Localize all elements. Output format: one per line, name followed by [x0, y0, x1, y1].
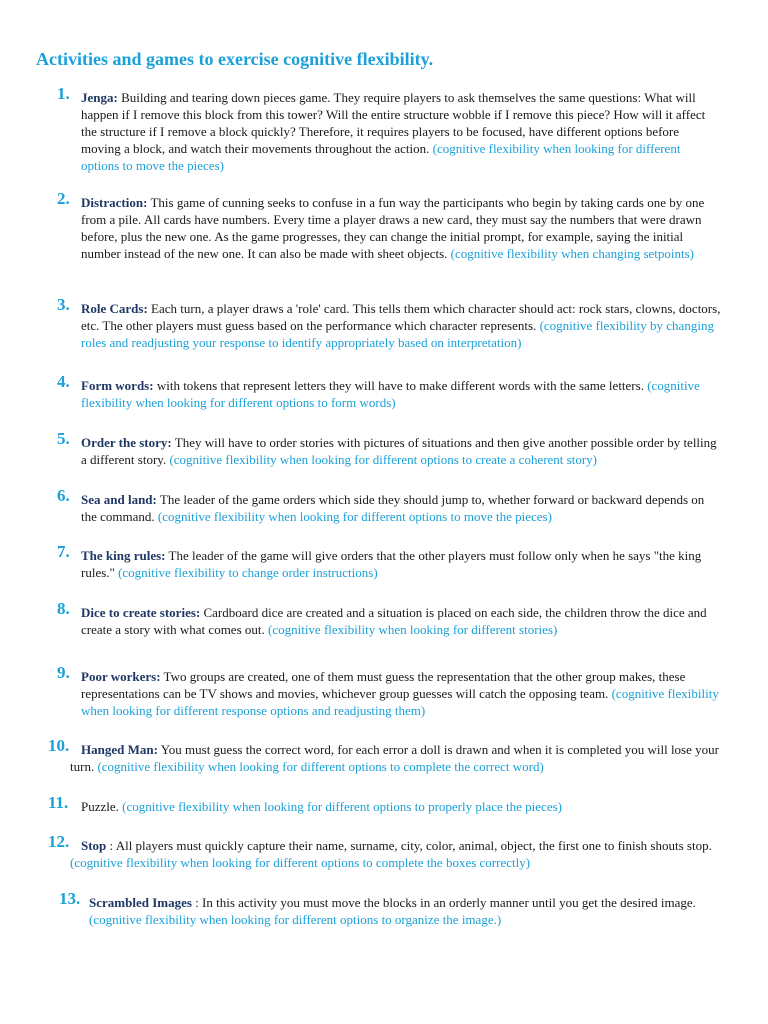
item-body — [81, 604, 721, 638]
item-description: Cardboard dice are created and a situation is placed on each side, the children throw the dice and create a story with what comes out. — [81, 605, 707, 637]
item-term: Jenga: — [81, 90, 118, 105]
item-number: 5. — [57, 429, 70, 448]
item-body — [89, 894, 721, 928]
item-number: 1. — [57, 84, 70, 103]
item-note: (cognitive flexibility when looking for different options to properly place the pieces) — [118, 799, 562, 814]
item-term: Role Cards: — [81, 301, 148, 316]
list-item-stop — [48, 832, 721, 871]
item-body — [81, 194, 721, 262]
item-body — [81, 547, 721, 581]
item-note: (cognitive flexibility when changing setpoints) — [447, 246, 695, 261]
list-item-poor-workers — [57, 663, 721, 719]
item-note: (cognitive flexibility when looking for different options to create a coherent story) — [166, 452, 597, 467]
item-term: Distraction: — [81, 195, 148, 210]
item-body — [81, 668, 721, 719]
list-item-role-cards — [57, 295, 721, 351]
item-note: (cognitive flexibility when looking for different options to move the pieces) — [81, 141, 681, 173]
list-item-scrambled-images — [59, 889, 721, 928]
item-term: Sea and land: — [81, 492, 157, 507]
item-note: (cognitive flexibility when looking for different options to organize the image.) — [89, 912, 502, 927]
item-body — [81, 434, 721, 468]
item-description: The leader of the game will give orders that the other players must follow only when he says "the king rules." — [81, 548, 702, 580]
item-term: Dice to create stories: — [81, 605, 201, 620]
item-note: (cognitive flexibility when looking for different options to form words) — [81, 378, 700, 410]
item-number: 12. — [48, 832, 70, 851]
item-note: (cognitive flexibility when looking for different response options and readjusting them) — [81, 686, 719, 718]
list-item-sea-and-land — [57, 486, 721, 525]
item-description: Building and tearing down pieces game. They require players to ask themselves the same questions: What will happen if I remove this block from this tower? Will the entire structure wobble if I remove this piece? How will it affect the structure if I remove a block quickly? Therefore, it requires players to be focused, have different options before moving a block, and watch their movements throughout the action. — [81, 90, 706, 156]
item-note: (cognitive flexibility by changing roles and readjusting your response to identify appropriately based on interpretation) — [81, 318, 714, 350]
item-number: 10. — [48, 736, 70, 755]
item-note: (cognitive flexibility when looking for different options to move the pieces) — [154, 509, 552, 524]
list-item-dice-stories — [57, 599, 721, 638]
item-number: 13. — [59, 889, 81, 908]
item-note: (cognitive flexibility when looking for different stories) — [264, 622, 558, 637]
list-item-hanged-man — [48, 736, 721, 775]
item-body — [81, 89, 721, 174]
item-number: 6. — [57, 486, 70, 505]
item-body — [81, 300, 721, 351]
item-description: : All players must quickly capture their name, surname, city, color, animal, object, the first one to finish shouts stop. — [106, 838, 712, 853]
item-description: Two groups are created, one of them must guess the representation that the other group makes, these representations can be TV shows and movies, whichever group guesses will catch the opposing team. — [81, 669, 686, 701]
item-number: 7. — [57, 542, 70, 561]
item-body — [81, 798, 721, 815]
item-number: 4. — [57, 372, 70, 391]
list-item-the-king-rules — [57, 542, 721, 581]
list-item-jenga — [57, 84, 721, 174]
item-note: (cognitive flexibility when looking for different options to complete the correct word) — [94, 759, 544, 774]
item-description: Puzzle. — [81, 799, 119, 814]
item-description: This game of cunning seeks to confuse in a fun way the participants who begin by taking cards one by one from a pile. All cards have numbers. Every time a player draws a new card, they must say the numbers that were drawn before, plus the new one. As the game progresses, they can change the initial prompt, for example, saying the initial number instead of the new one. It can also be made with sheet objects. — [81, 195, 705, 261]
item-number: 2. — [57, 189, 70, 208]
list-item-order-the-story — [57, 429, 721, 468]
item-description: with tokens that represent letters they will have to make different words with the same letters. — [153, 378, 644, 393]
item-number: 9. — [57, 663, 70, 682]
item-description: They will have to order stories with pictures of situations and then give another possible order by telling a different story. — [81, 435, 717, 467]
item-term: Scrambled Images — [89, 895, 192, 910]
item-description: The leader of the game orders which side they should jump to, whether forward or backward depends on the command. — [81, 492, 705, 524]
item-note: (cognitive flexibility to change order instructions) — [114, 565, 378, 580]
list-item-puzzle — [48, 793, 721, 815]
item-body — [70, 741, 721, 775]
list-item-distraction — [57, 189, 721, 262]
item-number: 8. — [57, 599, 70, 618]
item-number: 3. — [57, 295, 70, 314]
item-description: You must guess the correct word, for each error a doll is drawn and when it is completed you will lose your turn. — [70, 742, 719, 774]
item-term: Hanged Man: — [81, 742, 158, 757]
item-term: The king rules: — [81, 548, 166, 563]
item-term: Order the story: — [81, 435, 172, 450]
item-term: Form words: — [81, 378, 154, 393]
list-item-form-words — [57, 372, 721, 411]
item-body — [70, 837, 721, 871]
item-description: Each turn, a player draws a 'role' card. This tells them which character should act: rock stars, clowns, doctors, etc. The other players must guess based on the performance which character represents. — [81, 301, 721, 333]
item-term: Poor workers: — [81, 669, 161, 684]
item-body — [81, 377, 721, 411]
item-body — [81, 491, 721, 525]
page-title: Activities and games to exercise cognitive flexibility. — [36, 49, 434, 69]
item-term: Stop — [81, 838, 107, 853]
item-number: 11. — [48, 793, 69, 812]
item-description: : In this activity you must move the blocks in an orderly manner until you get the desired image. — [191, 895, 696, 910]
item-note: (cognitive flexibility when looking for different options to complete the boxes correctly) — [70, 855, 531, 870]
